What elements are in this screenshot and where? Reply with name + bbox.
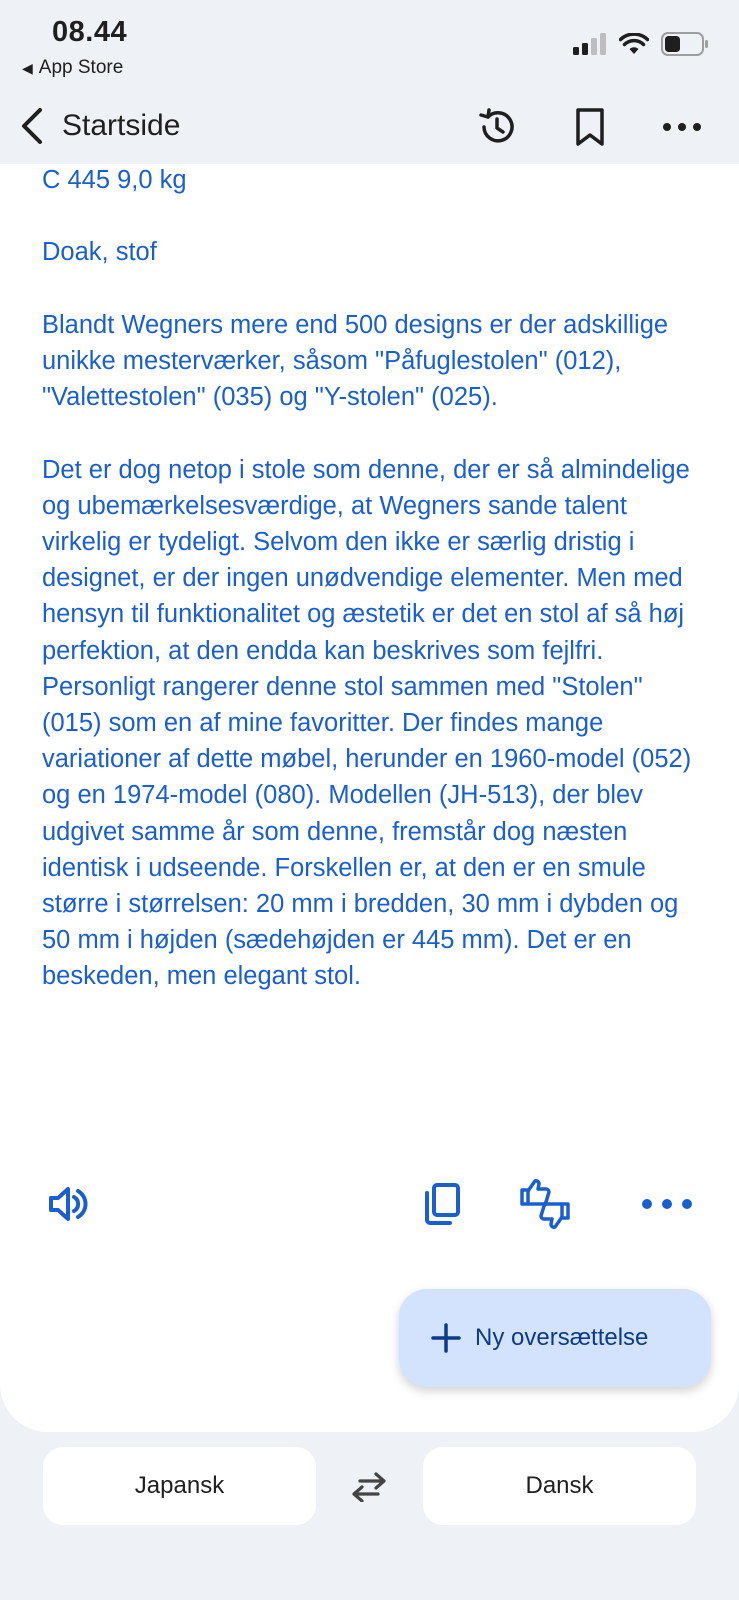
- translation-paragraph: C 445 9,0 kg: [42, 166, 187, 194]
- signal-icon: [573, 33, 607, 55]
- status-bar: [0, 0, 739, 90]
- status-time: 08.44: [52, 16, 128, 48]
- translation-output: [42, 164, 702, 1031]
- back-button-label: Startside: [62, 109, 181, 142]
- more-horizontal-icon: [662, 122, 702, 132]
- more-horizontal-icon: [641, 1198, 693, 1210]
- back-to-app-link[interactable]: [22, 57, 123, 79]
- more-menu-button[interactable]: [659, 104, 705, 150]
- chevron-left-icon: [18, 106, 48, 146]
- swap-arrows-icon: [350, 1472, 388, 1502]
- translation-card: [0, 164, 739, 1432]
- feedback-thumbs-icon: [518, 1178, 572, 1230]
- copy-icon: [422, 1182, 462, 1226]
- source-language-label: Japansk: [134, 1472, 225, 1499]
- target-language-label: Dansk: [525, 1472, 594, 1499]
- saved-button[interactable]: [567, 104, 613, 150]
- copy-button[interactable]: [414, 1176, 470, 1232]
- back-triangle-icon: ◀: [22, 59, 33, 76]
- history-icon: [477, 107, 517, 147]
- listen-button[interactable]: [40, 1176, 96, 1232]
- new-translation-label: Ny oversættelse: [475, 1324, 649, 1351]
- more-actions-button[interactable]: [639, 1176, 695, 1232]
- rate-translation-button[interactable]: [517, 1176, 573, 1232]
- plus-icon: [431, 1323, 461, 1353]
- back-app-label: App Store: [38, 57, 124, 78]
- translation-paragraph: Det er dog netop i stole som denne, der er så almindelige og ubemærkelsesværdige, at Wegners sande talent virkelig er tydeligt. Selvom den ikke er særlig dristig i designet, er der ingen unødvendige elementer. Men med hensyn til funktionalitet og æstetik er det en stol af så høj perfektion, at den endda kan beskrives som fejlfri. Personligt rangerer denne stol sammen med "Stolen" (015) som en af mine favoritter. Der findes mange variationer af dette møbel, herunder en 1960-model (052) og en 1974-model (080). Modellen (JH-513), der blev udgivet samme år som denne, fremstår dog næsten identisk i udseende. Forskellen er, at den er en smule større i størrelsen: 20 mm i bredden, 30 mm i dybden og 50 mm i højden (sædehøjden er 445 mm). Det er en beskeden, men elegant stol.: [42, 455, 692, 991]
- translation-actions: [0, 1176, 739, 1236]
- top-app-bar: [0, 90, 739, 164]
- translation-paragraph: Blandt Wegners mere end 500 designs er der adskillige unikke mesterværker, såsom "Påfuglestolen" (012), "Valettestolen" (035) og "Y-stolen" (025).: [42, 310, 669, 412]
- wifi-icon: [619, 33, 649, 55]
- new-translation-button[interactable]: [399, 1289, 711, 1387]
- bookmark-icon: [573, 107, 607, 147]
- translation-paragraph: Doak, stof: [42, 238, 157, 267]
- source-language-button[interactable]: [43, 1447, 316, 1525]
- back-button[interactable]: [18, 106, 180, 146]
- history-button[interactable]: [474, 104, 520, 150]
- swap-languages-button[interactable]: [344, 1462, 394, 1512]
- status-icons: [573, 32, 709, 56]
- speaker-icon: [47, 1184, 89, 1224]
- target-language-button[interactable]: [423, 1447, 696, 1525]
- battery-icon: [661, 32, 709, 56]
